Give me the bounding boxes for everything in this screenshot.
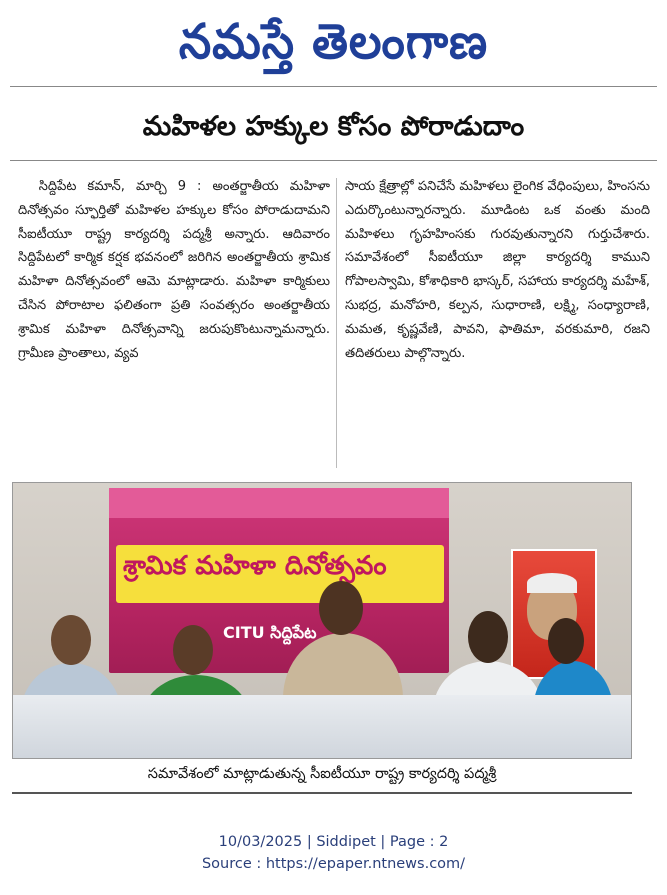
person-left-man-head: [51, 615, 91, 665]
article-headline: మహిళల హక్కుల కోసం పోరాడుదాం: [142, 111, 525, 142]
article-column-left: [18, 175, 330, 365]
poster-portrait-hair: [527, 573, 577, 593]
banner-top-strip: [109, 488, 449, 518]
masthead: [0, 6, 667, 76]
banner-bottom-text: CITU సిద్దిపేట: [223, 623, 317, 642]
caption-rule: [12, 792, 632, 794]
column-divider: [336, 178, 337, 468]
article-photo: [12, 482, 632, 759]
footer-source[interactable]: Source : https://epaper.ntnews.com/: [201, 856, 466, 872]
meeting-table: [13, 695, 631, 759]
footer-dateline: 10/03/2025 | Siddipet | Page : 2: [218, 834, 449, 850]
masthead-rule: [10, 86, 657, 87]
headline-rule: [10, 160, 657, 161]
footer-edition: Siddipet: [316, 834, 376, 850]
footer-page: Page : 2: [389, 834, 449, 850]
person-speaker-head: [319, 581, 363, 635]
photo-caption: సమావేశంలో మాట్లాడుతున్న సీఐటీయూ రాష్ట్ర కార్యదర్శి పద్మశ్రీ: [147, 766, 497, 782]
article-column-right: [345, 175, 650, 365]
article-paragraph-left: సిద్దిపేట కమాన్, మార్చి 9 : అంతర్జాతీయ మహిళా దినోత్సవం స్ఫూర్తితో మహిళల హక్కుల కోసం పోరాడుదామని సీఐటీయూ రాష్ట్ర కార్యదర్శి పద్మశ్రీ అన్నారు. ఆదివారం సిద్దిపేటలో కార్మిక కర్షక భవనంలో జరిగిన అంతర్జాతీయ శ్రామిక మహిళా దినోత్సవంలో ఆమె మాట్లాడారు. మహిళా కార్మికులు చేసిన పోరాటాల ఫలితంగా ప్రతి సంవత్సరం అంతర్జాతీయ శ్రామిక మహిళా దినోత్సవాన్ని జరుపుకొంటున్నామన్నారు. గ్రామీణ ప్రాంతాలు, వ్యవ: [18, 179, 330, 361]
article-paragraph-right: సాయ క్షేత్రాల్లో పనిచేసే మహిళలు లైంగిక వేధింపులు, హింసను ఎదుర్కొంటున్నారన్నారు. మూడింట ఒక వంతు మంది మహిళలు గృహహింసకు గురవుతున్నారని గుర్తుచేశారు. సమావేశంలో సీఐటీయూ జిల్లా కార్యదర్శి కాముని గోపాలస్వామి, కోశాధికారి భాస్కర్, సహాయ కార్యదర్శి మహేశ్, సుభద్ర, మనోహరి, కల్పన, సుధారాణి, లక్ష్మి, సంధ్యారాణి, మమత, కృష్ణవేణి, పావని, ఫాతిమా, వరకుమారి, రజని తదితరులు పాల్గొన్నారు.: [345, 179, 650, 361]
person-woman-green-head: [173, 625, 213, 675]
person-man-white-head: [468, 611, 508, 663]
banner-title: శ్రామిక మహిళా దినోత్సవం: [123, 551, 387, 581]
newspaper-title: నమస్తే తెలంగాణ: [178, 12, 489, 70]
person-man-blue-head: [548, 618, 584, 664]
footer-date: 10/03/2025: [218, 834, 303, 850]
